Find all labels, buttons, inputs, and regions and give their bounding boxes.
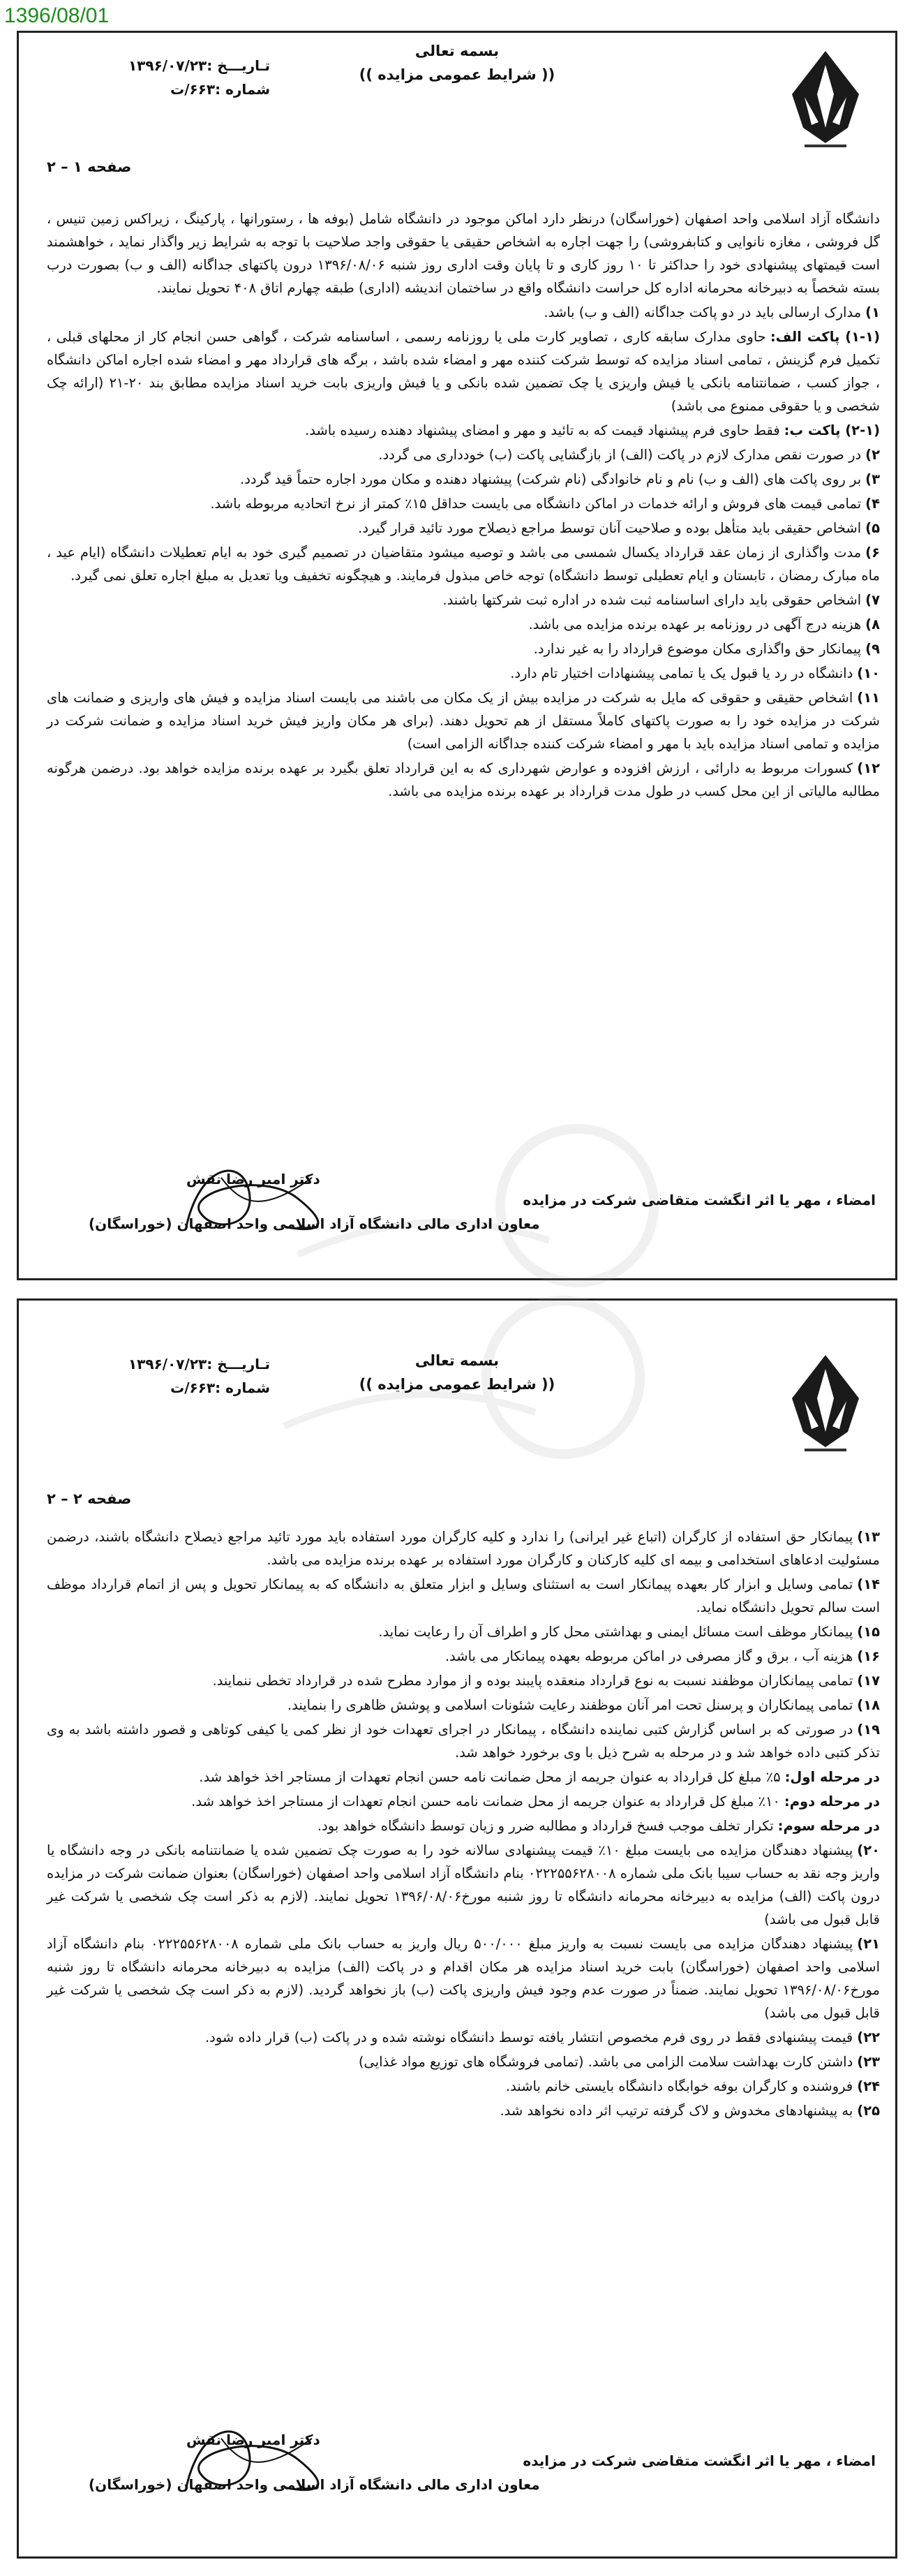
document-page-2 <box>17 1298 897 2559</box>
list-item: ۶)مدت واگذاری از زمان عقد قرارداد یکسال شمسی می باشد و توصیه میشود متقاضیان در تصمیم گیری خود به ایام تعطیلات دانشگاه (ایام عید ، ماه مبارک رمضان ، تابستان و ایام تعطیلی توسط دانشگاه) توجه خاص مبذول فرمایند. و هیچگونه تخفیف ویا تعدیل به مبلغ اجاره تعلق نمی گیرد. <box>47 545 880 584</box>
document-title: (( شرایط عمومی مزایده )) <box>359 66 555 83</box>
list-item: ۱۸)تمامی پیمانکاران و پرسنل تحت امر آنان موظفند رعایت شئونات اسلامی و پوشش ظاهری را بنمایند. <box>287 1697 880 1713</box>
list-item: ۵)اشخاص حقیقی باید متأهل بوده و صلاحیت آنان توسط مراجع ذیصلاح مورد تائید قرار گیرد. <box>358 520 880 536</box>
document-body <box>47 1525 880 2124</box>
bidder-signature-label: امضاء ، مهر یا اثر انگشت متقاضی شرکت در مزایده <box>523 1192 876 1208</box>
list-item: ۴)تمامی قیمت های فروش و ارائه خدمات در اماکن دانشگاه می بایست حداقل ۱۵٪ کمتر از نرخ اتحادیه مربوطه باشد. <box>210 496 880 512</box>
signature-scribble-icon <box>158 1150 340 1248</box>
document-title: (( شرایط عمومی مزایده )) <box>359 1376 555 1393</box>
signatory-title: معاون اداری مالی دانشگاه آزاد اسلامی واحد اصفهان (خوراسگان) <box>89 2476 540 2493</box>
list-item: ۲۱)پیشنهاد دهندگان مزایده می بایست نسبت به واریز مبلغ ۵۰۰/۰۰۰ ریال واریز به حساب بانک ملی شماره ۰۲۲۲۵۵۶۲۸۰۰۸ بنام دانشگاه آزاد اسلامی واحد اصفهان (خوراسگان) بابت خرید اسناد مزایده هر مکان اقدام و در پاکت (الف) مزایده به دبیرخانه محرمانه دانشگاه تا روز شنبه مورخ۱۳۹۶/۰۸/۰۶ تحویل نمایند. ضمناً در صورت عدم وجود فیش واریزی پاکت (ب) باز نخواهد گردید. (لازم به ذکر است چک شخصی یا شرکت غیر قابل قبول می باشد) <box>47 1936 881 2021</box>
list-item: ۲۳)داشتن کارت بهداشت سلامت الزامی می باشد. (تمامی فروشگاه های توزیع مواد غذایی) <box>358 2054 880 2070</box>
intro-paragraph: دانشگاه آزاد اسلامی واحد اصفهان (خوراسگان) درنظر دارد اماکن موجود در دانشگاه شامل (بوفه ها ، رستورانها ، پارکینگ ، زیراکس زمین تنیس ، گل فروشی ، مغازه نانوایی و کتابفروشی) را جهت اجاره به اشخاص حقیقی یا حقوقی واجد صلاحیت با توجه به شرایط زیر واگذار نماید ، خواهشمند است قیمتهای پیشنهادی خود را حداکثر تا ۱۰ روز کاری و تا پایان وقت اداری روز شنبه ۱۳۹۶/۰۸/۰۶ درون پاکتهای جداگانه (الف و ب) بصورت درب بسته شخصاً به دبیرخانه محرمانه اداره کل حراست دانشگاه واقع در ساختمان اندیشه (اداری) طبقه چهارم اتاق ۴۰۸ تحویل نمایند. <box>47 211 880 296</box>
corner-date-stamp: 1396/08/01 <box>4 4 110 27</box>
list-item: (۲-۱) پاکت ب:فقط حاوی فرم پیشنهاد قیمت که به تائید و مهر و امضای پیشنهاد دهنده رسیده باشد. <box>305 422 880 438</box>
list-item: در مرحله سوم:تکرار تخلف موجب فسخ قرارداد و مطالبه ضرر و زیان توسط دانشگاه خواهد بود. <box>317 1818 880 1834</box>
list-item: ۸)هزینه درج آگهی در روزنامه بر عهده برنده مزایده می باشد. <box>528 616 880 632</box>
list-item: ۱۷)تمامی پیمانکاران موظفند نسبت به نوع قرارداد منعقده پایبند بوده و از موارد مطرح شده در قرارداد تخطی ننمایند. <box>212 1673 880 1689</box>
list-item: ۹)پیمانکار حق واگذاری مکان موضوع قرارداد را به غیر ندارد. <box>533 641 880 657</box>
letter-meta <box>47 1352 270 1400</box>
signature-scribble-icon <box>158 2411 340 2508</box>
document-page-1 <box>17 31 897 1280</box>
signatory-name: دکتر امیر رضا نقش <box>186 1171 320 1187</box>
list-item: ۲۵)به پیشنهادهای مخدوش و لاک گرفته ترتیب اثر داده نخواهد شد. <box>500 2103 880 2119</box>
list-item: ۱۵)پیمانکار موظف است مسائل ایمنی و بهداشتی محل کار و اطراف آن را رعایت نماید. <box>378 1624 880 1640</box>
signatory-name: دکتر امیر رضا نقش <box>186 2431 320 2448</box>
basmala-heading: بسمه تعالی <box>414 43 500 59</box>
list-item: ۱۱)اشخاص حقیقی و حقوقی که مایل به شرکت در مزایده بیش از یک مکان می باشند می بایست اسناد مزایده و فیش های واریزی و ضمانت های شرکت در مزایده خود را به صورت پاکتهای کاملاً مستقل از هم تحویل دهند. (برای هر مکان واریز فیش خرید اسناد مزایده و ضمانت شرکت در مزایده و تمامی اسناد مزایده باید با مهر و امضاء شرکت کننده جداگانه الزامی است) <box>47 690 880 752</box>
signature-block <box>19 1157 895 1241</box>
basmala-heading: بسمه تعالی <box>414 1352 500 1369</box>
list-item: ۳)بر روی پاکت های (الف و ب) نام و نام خانوادگی (نام شرکت) پیشنهاد دهنده و مکان مورد اجاره حتماً قید گردد. <box>240 471 880 487</box>
list-item: ۱۳)پیمانکار حق استفاده از کارگران (اتباع غیر ایرانی) را ندارد و کلیه کارگران مورد استفاده باید مورد تائید مراجع ذیصلاح دانشگاه باشند، درضمن مسئولیت ادعاهای استخدامی و بیمه ای کلیه کارکنان و کارگران مورد استفاده بر عهده برنده مزایده می باشد. <box>47 1529 880 1568</box>
list-item: ۲۴)فروشنده و کارگران بوفه خوابگاه دانشگاه بایستی خانم باشند. <box>505 2078 880 2094</box>
list-item: ۲)در صورت نقص مدارک لازم در پاکت (الف) از بازگشایی پاکت (ب) خودداری می گردد. <box>378 447 880 463</box>
list-item: (۱-۱) پاکت الف:حاوی مدارک سابقه کاری ، تصاویر کارت ملی یا روزنامه رسمی ، اساسنامه شرکت ، گواهی حسن انجام کار از محلهای قبلی ، تکمیل فرم گزینش ، تمامی اسناد مزایده که توسط شرکت کننده مهر و امضاء شده باشد ، برگه های قرارداد مهر و امضاء شده اجاره اماکن دانشگاه ، جواز کسب ، ضمانتنامه بانکی یا فیش واریزی یا چک تضمین شده بانکی و یا فیش واریزی بابت خرید اسناد مزایده مطابق بند ۲۰-۲۱ (ارائه چک شخصی و یا حقوقی ممنوع می باشد) <box>47 329 880 414</box>
page-number: صفحه ۱ – ۲ <box>47 158 132 175</box>
signatory-title: معاون اداری مالی دانشگاه آزاد اسلامی واحد اصفهان (خوراسگان) <box>89 1215 540 1232</box>
list-item: ۱)مدارک ارسالی باید در دو پاکت جداگانه (الف و ب) باشد. <box>544 304 880 320</box>
list-item: ۱۶)هزینه آب ، برق و گاز مصرفی در اماکن مربوطه بعهده پیمانکار می باشد. <box>444 1648 880 1664</box>
letter-date: تـاریـــخ :۱۳۹۶/۰۷/۲۳ <box>128 57 270 74</box>
list-item: ۱۰)دانشگاه در رد یا قبول یک یا تمامی پیشنهادات اختیار تام دارد. <box>510 665 880 681</box>
list-item: ۲۰)پیشنهاد دهندگان مزایده می بایست مبلغ ۱۰٪ قیمت پیشنهادی سالانه خود را به صورت چک تضمین شده یا ضمانتنامه بانکی در وجه دانشگاه یا واریز وجه نقد به حساب سیبا بانک ملی شماره ۰۲۲۲۵۵۶۲۸۰۰۸ بنام دانشگاه آزاد اسلامی واحد اصفهان (خوراسگان) بعنوان ضمانت شرکت در مزایده درون پاکت (الف) مزایده به دبیرخانه محرمانه دانشگاه تا روز شنبه مورخ۱۳۹۶/۰۸/۰۶ تحویل نمایند. (لازم به ذکر است چک شخصی یا شرکت غیر قابل قبول می باشد) <box>47 1842 880 1927</box>
list-item: ۷)اشخاص حقوقی باید دارای اساسنامه ثبت شده در اداره ثبت شرکتها باشند. <box>442 592 880 608</box>
letter-meta <box>47 54 270 101</box>
document-body <box>47 207 880 804</box>
signature-block <box>19 2418 895 2501</box>
list-item: ۲۲)قیمت پیشنهادی فقط در روی فرم مخصوص انتشار یافته توسط دانشگاه نوشته شده و در پاکت (ب) قرار داده شود. <box>204 2029 880 2045</box>
list-item: ۱۹)در صورتی که بر اساس گزارش کتبی نماینده دانشگاه ، پیمانکار در اجرای تعهدات خود از نظر کمی یا کیفی کوتاهی و قصور داشته باشد به وی تذکر کتبی داده خواهد شد و در مرحله به شرح ذیل با وی برخورد خواهد شد. <box>47 1722 880 1761</box>
bidder-signature-label: امضاء ، مهر یا اثر انگشت متقاضی شرکت در مزایده <box>523 2452 876 2469</box>
list-item: در مرحله اول:۵٪ مبلغ کل قرارداد به عنوان جریمه از محل ضمانت نامه حسن انجام تعهدات از مستاجر اخذ خواهد شد. <box>199 1769 880 1785</box>
university-logo-icon <box>784 45 867 150</box>
letter-number: شماره :۶۶۳/ت <box>170 81 270 98</box>
page-number: صفحه ۲ – ۲ <box>47 1490 132 1507</box>
letter-number: شماره :۶۶۳/ت <box>170 1379 270 1396</box>
list-item: ۱۲)کسورات مربوط به دارائی ، ارزش افزوده و عوارض شهرداری که به این قرارداد تعلق بگیرد بر عهده برنده مزایده خواهد بود. درضمن هرگونه مطالبه مالیاتی از این محل کسب در طول مدت قرارداد بر عهده برنده مزایده می باشد. <box>47 760 880 799</box>
list-item: ۱۴)تمامی وسایل و ابزار کار بعهده پیمانکار است به استثنای وسایل و ابزار متعلق به دانشگاه که به پیمانکار تحویل و پس از اتمام قرارداد موظف است سالم تحویل دانشگاه نماید. <box>47 1576 880 1615</box>
letter-date: تـاریـــخ :۱۳۹۶/۰۷/۲۳ <box>128 1356 270 1372</box>
list-item: در مرحله دوم:۱۰٪ مبلغ کل قرارداد به عنوان جریمه از محل ضمانت نامه حسن انجام تعهدات از مستاجر اخذ خواهد شد. <box>191 1793 880 1809</box>
